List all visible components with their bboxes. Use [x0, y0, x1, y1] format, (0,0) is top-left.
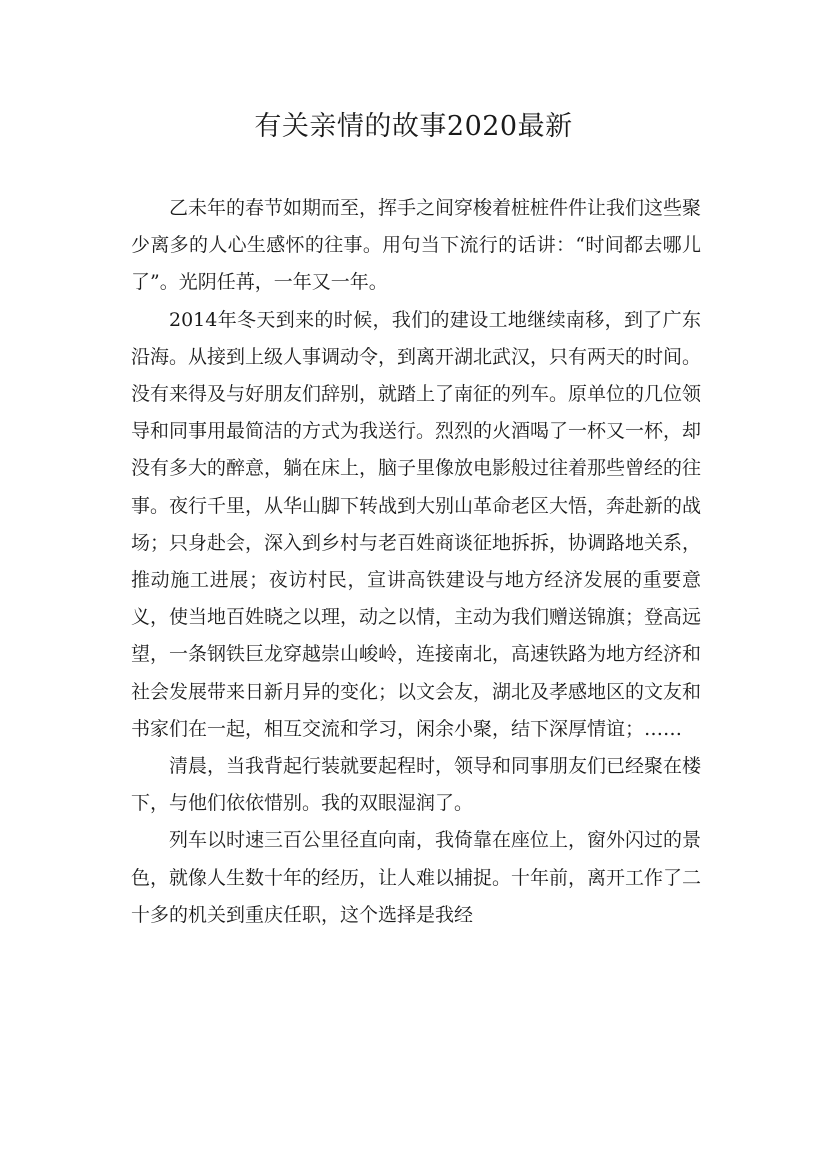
paragraph-2: 2014年冬天到来的时候，我们的建设工地继续南移，到了广东沿海。从接到上级人事调动令，到离开湖北武汉，只有两天的时间。没有来得及与好朋友们辞别，就踏上了南征的列车。原单位的几位领导和同事用最简洁的方式为我送行。烈烈的火酒喝了一杯又一杯，却没有多大的醉意，躺在床上，脑子里像放电影般过往着那些曾经的往事。夜行千里，从华山脚下转战到大别山革命老区大悟，奔赴新的战场；只身赴会，深入到乡村与老百姓商谈征地拆拆，协调路地关系，推动施工进展；夜访村民，宣讲高铁建设与地方经济发展的重要意义，使当地百姓晓之以理，动之以情，主动为我们赠送锦旗；登高远望，一条钢铁巨龙穿越崇山峻岭，连接南北，高速铁路为地方经济和社会发展带来日新月异的变化；以文会友，湖北及孝感地区的文友和书家们在一起，相互交流和学习，闲余小聚，结下深厚情谊；……: [131, 308, 702, 740]
document-body: [131, 190, 701, 934]
document-title: 有关亲情的故事2020最新: [254, 111, 573, 142]
paragraph-4: 列车以时速三百公里径直向南，我倚靠在座位上，窗外闪过的景色，就像人生数十年的经历，让人难以捕捉。十年前，离开工作了二十多的机关到重庆任职，这个选择是我经: [131, 829, 702, 926]
paragraph-1: 乙未年的春节如期而至，挥手之间穿梭着桩桩件件让我们这些聚少离多的人心生感怀的往事。用句当下流行的话讲：“时间都去哪儿了”。光阴任苒，一年又一年。: [131, 197, 702, 294]
paragraph-3: 清晨，当我背起行装就要起程时，领导和同事朋友们已经聚在楼下，与他们依依惜别。我的双眼湿润了。: [131, 755, 702, 815]
